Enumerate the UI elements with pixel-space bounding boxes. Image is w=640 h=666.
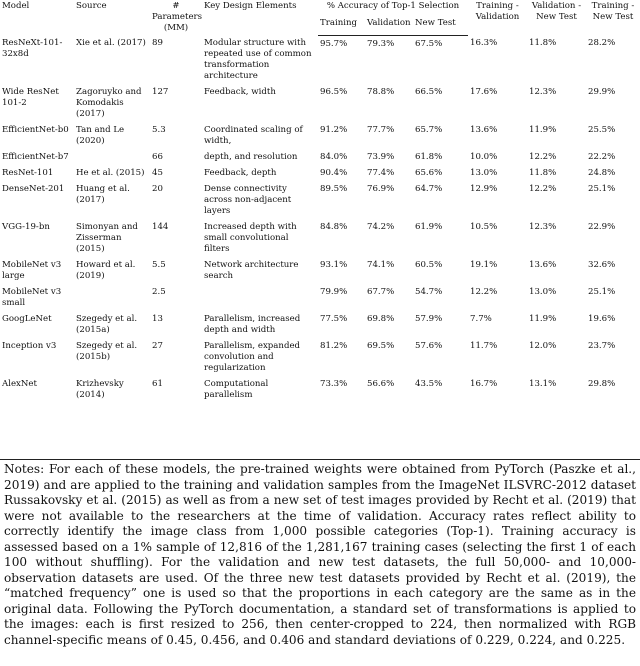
cell-params: 127 <box>152 87 169 97</box>
cell-validation-newtest: 13.1% <box>529 379 557 389</box>
cell-validation: 74.1% <box>367 260 395 270</box>
cell-params: 45 <box>152 168 163 178</box>
cell-key-design: Dense connectivity across non-adjacent layers <box>204 184 292 216</box>
cell-new-test: 57.6% <box>415 341 443 351</box>
table-row <box>0 149 640 165</box>
cell-source <box>74 284 150 311</box>
cell-model: EfficientNet-b0 <box>2 125 69 135</box>
table-header-row <box>0 0 640 17</box>
cell-training: 91.2% <box>320 125 348 135</box>
cell-validation-newtest: 12.3% <box>529 87 557 97</box>
cell-model: Inception v3 <box>2 341 57 351</box>
cell-params: 144 <box>152 222 169 232</box>
cell-source: Szegedy et al. (2015b) <box>76 341 138 362</box>
cell-training-validation: 13.6% <box>470 125 498 135</box>
cell-validation: 69.5% <box>367 341 395 351</box>
table-row <box>0 257 640 284</box>
cell-validation: 76.9% <box>367 184 395 194</box>
cell-model: MobileNet v3 small <box>2 287 62 308</box>
col-header-training-newtest: Training -New Test <box>591 1 635 22</box>
col-header-new-test: New Test <box>413 17 468 35</box>
table-row <box>0 284 640 311</box>
cell-training-newtest: 28.2% <box>588 38 616 48</box>
cell-training-newtest: 29.8% <box>588 379 616 389</box>
cell-source: Howard et al. (2019) <box>76 260 136 281</box>
cell-training-newtest: 25.1% <box>588 184 616 194</box>
table-row <box>0 84 640 122</box>
col-header-training-validation: Training -Validation <box>475 1 520 22</box>
cell-training-newtest: 25.5% <box>588 125 616 135</box>
cell-new-test: 54.7% <box>415 287 443 297</box>
cell-source: Szegedy et al. (2015a) <box>76 314 138 335</box>
cell-training: 73.3% <box>320 379 348 389</box>
cell-training-newtest: 25.1% <box>588 287 616 297</box>
cell-training-validation: 17.6% <box>470 87 498 97</box>
cell-validation-newtest: 12.3% <box>529 222 557 232</box>
cell-training: 93.1% <box>320 260 348 270</box>
table-row <box>0 122 640 149</box>
cell-validation: 77.7% <box>367 125 395 135</box>
cell-params: 5.5 <box>152 260 166 270</box>
cell-validation-newtest: 12.0% <box>529 341 557 351</box>
cell-key-design: Coordinated scaling of width, <box>204 125 303 146</box>
table-row <box>0 376 640 403</box>
cell-params: 13 <box>152 314 163 324</box>
cell-training-validation: 11.7% <box>470 341 498 351</box>
cell-key-design <box>202 284 318 311</box>
cell-validation: 56.6% <box>367 379 395 389</box>
cell-validation-newtest: 11.9% <box>529 125 557 135</box>
cell-key-design: Network architecture search <box>204 260 299 281</box>
cell-key-design: Parallelism, increased depth and width <box>204 314 301 335</box>
table-row <box>0 165 640 181</box>
cell-validation-newtest: 13.0% <box>529 287 557 297</box>
cell-training-validation: 7.7% <box>470 314 492 324</box>
cell-new-test: 67.5% <box>415 38 443 49</box>
cell-model: AlexNet <box>2 379 37 389</box>
cell-training-newtest: 23.7% <box>588 341 616 351</box>
cell-training-validation: 12.2% <box>470 287 498 297</box>
cell-training: 81.2% <box>320 341 348 351</box>
cell-training: 84.8% <box>320 222 348 232</box>
cell-key-design: Computational parallelism <box>204 379 269 400</box>
cell-training: 89.5% <box>320 184 348 194</box>
cell-training-newtest: 22.9% <box>588 222 616 232</box>
cell-new-test: 61.8% <box>415 152 443 162</box>
col-header-params: # Parameters (MM) <box>152 1 203 33</box>
cell-key-design: Feedback, depth <box>204 168 277 178</box>
table-row <box>0 219 640 257</box>
cell-params: 66 <box>152 152 163 162</box>
cell-validation: 67.7% <box>367 287 395 297</box>
cell-model: EfficientNet-b7 <box>2 152 69 162</box>
cell-new-test: 65.6% <box>415 168 443 178</box>
cell-training-validation: 16.3% <box>470 38 498 48</box>
cell-validation: 77.4% <box>367 168 395 178</box>
cell-source: Tan and Le (2020) <box>76 125 125 146</box>
cell-validation: 79.3% <box>367 38 395 49</box>
table-row <box>0 311 640 338</box>
cell-new-test: 65.7% <box>415 125 443 135</box>
cell-validation-newtest: 11.9% <box>529 314 557 324</box>
cell-training-newtest: 19.6% <box>588 314 616 324</box>
cell-model: Wide ResNet 101-2 <box>2 87 59 108</box>
cell-key-design: Parallelism, expanded convolution and regularization <box>204 341 301 373</box>
table-bottom-rule <box>0 459 640 460</box>
table-row <box>0 338 640 376</box>
cell-training: 90.4% <box>320 168 348 178</box>
cell-training-newtest: 22.2% <box>588 152 616 162</box>
cell-source: Krizhevsky (2014) <box>76 379 124 400</box>
cell-params: 89 <box>152 38 163 48</box>
cell-training: 84.0% <box>320 152 348 162</box>
cell-params: 20 <box>152 184 163 194</box>
cell-params: 2.5 <box>152 287 166 297</box>
cell-training-validation: 10.0% <box>470 152 498 162</box>
cell-training-validation: 16.7% <box>470 379 498 389</box>
cell-model: VGG-19-bn <box>2 222 50 232</box>
cell-training-validation: 12.9% <box>470 184 498 194</box>
col-header-accuracy-group: % Accuracy of Top-1 Selection <box>326 1 460 11</box>
cell-training-newtest: 32.6% <box>588 260 616 270</box>
col-header-validation: Validation <box>365 17 413 35</box>
cell-training: 77.5% <box>320 314 348 324</box>
cell-key-design: Increased depth with small convolutional filters <box>204 222 297 254</box>
cell-validation-newtest: 11.8% <box>529 38 557 48</box>
cell-new-test: 43.5% <box>415 379 443 389</box>
cell-source: Huang et al. (2017) <box>76 184 130 205</box>
cell-new-test: 60.5% <box>415 260 443 270</box>
cell-key-design: Modular structure with repeated use of common transformation architecture <box>204 38 312 81</box>
cell-new-test: 64.7% <box>415 184 443 194</box>
cell-validation: 69.8% <box>367 314 395 324</box>
cell-source: He et al. (2015) <box>76 168 145 178</box>
cell-source: Zagoruyko and Komodakis (2017) <box>76 87 142 119</box>
cell-validation-newtest: 11.8% <box>529 168 557 178</box>
cell-validation: 73.9% <box>367 152 395 162</box>
cell-params: 5.3 <box>152 125 166 135</box>
cell-params: 27 <box>152 341 163 351</box>
cell-source: Xie et al. (2017) <box>76 38 146 48</box>
col-header-training: Training <box>318 17 365 35</box>
col-header-model: Model <box>2 1 30 11</box>
cell-training-newtest: 29.9% <box>588 87 616 97</box>
cell-key-design: depth, and resolution <box>204 152 298 162</box>
table-notes: Notes: For each of these models, the pre-trained weights were obtained from PyTorch (Paszke et al., 2019) and are applied to the training and validation samples from the ImageNet ILSVRC-2012 dataset Russakovsky et al. (2015) as well as from a new set of test images provided by Recht et al. (2019) that were not available to the researchers at the time of validation. Accuracy rates reflect ability to correctly identify the image class from 1,000 possible categories (Top-1). Training accuracy is assessed based on a 1% sample of 12,816 of the 1,281,167 training cases (selecting the first 1 of each 100 without shuffling). For the validation and new test datasets, the full 50,000- and 10,000-observation datasets are used. Of the three new test datasets provided by Recht et al. (2019), the “matched frequency” one is used so that the proportions in each category are the same as in the original data. Following the PyTorch documentation, a standard set of transformations is applied to the images: each is first resized to 256, then center-cropped to 224, then normalized with RGB channel-specific means of 0.45, 0.456, and 0.406 and standard deviations of 0.229, 0.224, and 0.225. <box>4 462 636 647</box>
cell-validation: 74.2% <box>367 222 395 232</box>
cell-training: 95.7% <box>320 38 348 49</box>
cell-validation: 78.8% <box>367 87 395 97</box>
cell-model: MobileNet v3 large <box>2 260 62 281</box>
cell-model: GoogLeNet <box>2 314 52 324</box>
cell-source: Simonyan and Zisserman (2015) <box>76 222 138 254</box>
cell-training-validation: 10.5% <box>470 222 498 232</box>
cell-model: ResNeXt-101-32x8d <box>2 38 63 59</box>
cell-validation-newtest: 12.2% <box>529 152 557 162</box>
table-row <box>0 181 640 219</box>
cell-new-test: 61.9% <box>415 222 443 232</box>
col-header-validation-newtest: Validation -New Test <box>531 1 582 22</box>
col-header-key-design: Key Design Elements <box>204 1 297 11</box>
cell-model: ResNet-101 <box>2 168 54 178</box>
table-row <box>0 35 640 84</box>
cell-training-validation: 13.0% <box>470 168 498 178</box>
cell-validation-newtest: 13.6% <box>529 260 557 270</box>
cell-new-test: 66.5% <box>415 87 443 97</box>
cell-training-validation: 19.1% <box>470 260 498 270</box>
cell-validation-newtest: 12.2% <box>529 184 557 194</box>
cell-model: DenseNet-201 <box>2 184 65 194</box>
cell-training: 79.9% <box>320 287 348 297</box>
cell-training-newtest: 24.8% <box>588 168 616 178</box>
cell-new-test: 57.9% <box>415 314 443 324</box>
cell-key-design: Feedback, width <box>204 87 276 97</box>
cell-source <box>74 149 150 165</box>
col-header-source: Source <box>76 1 107 11</box>
cell-training: 96.5% <box>320 87 348 97</box>
cell-params: 61 <box>152 379 163 389</box>
